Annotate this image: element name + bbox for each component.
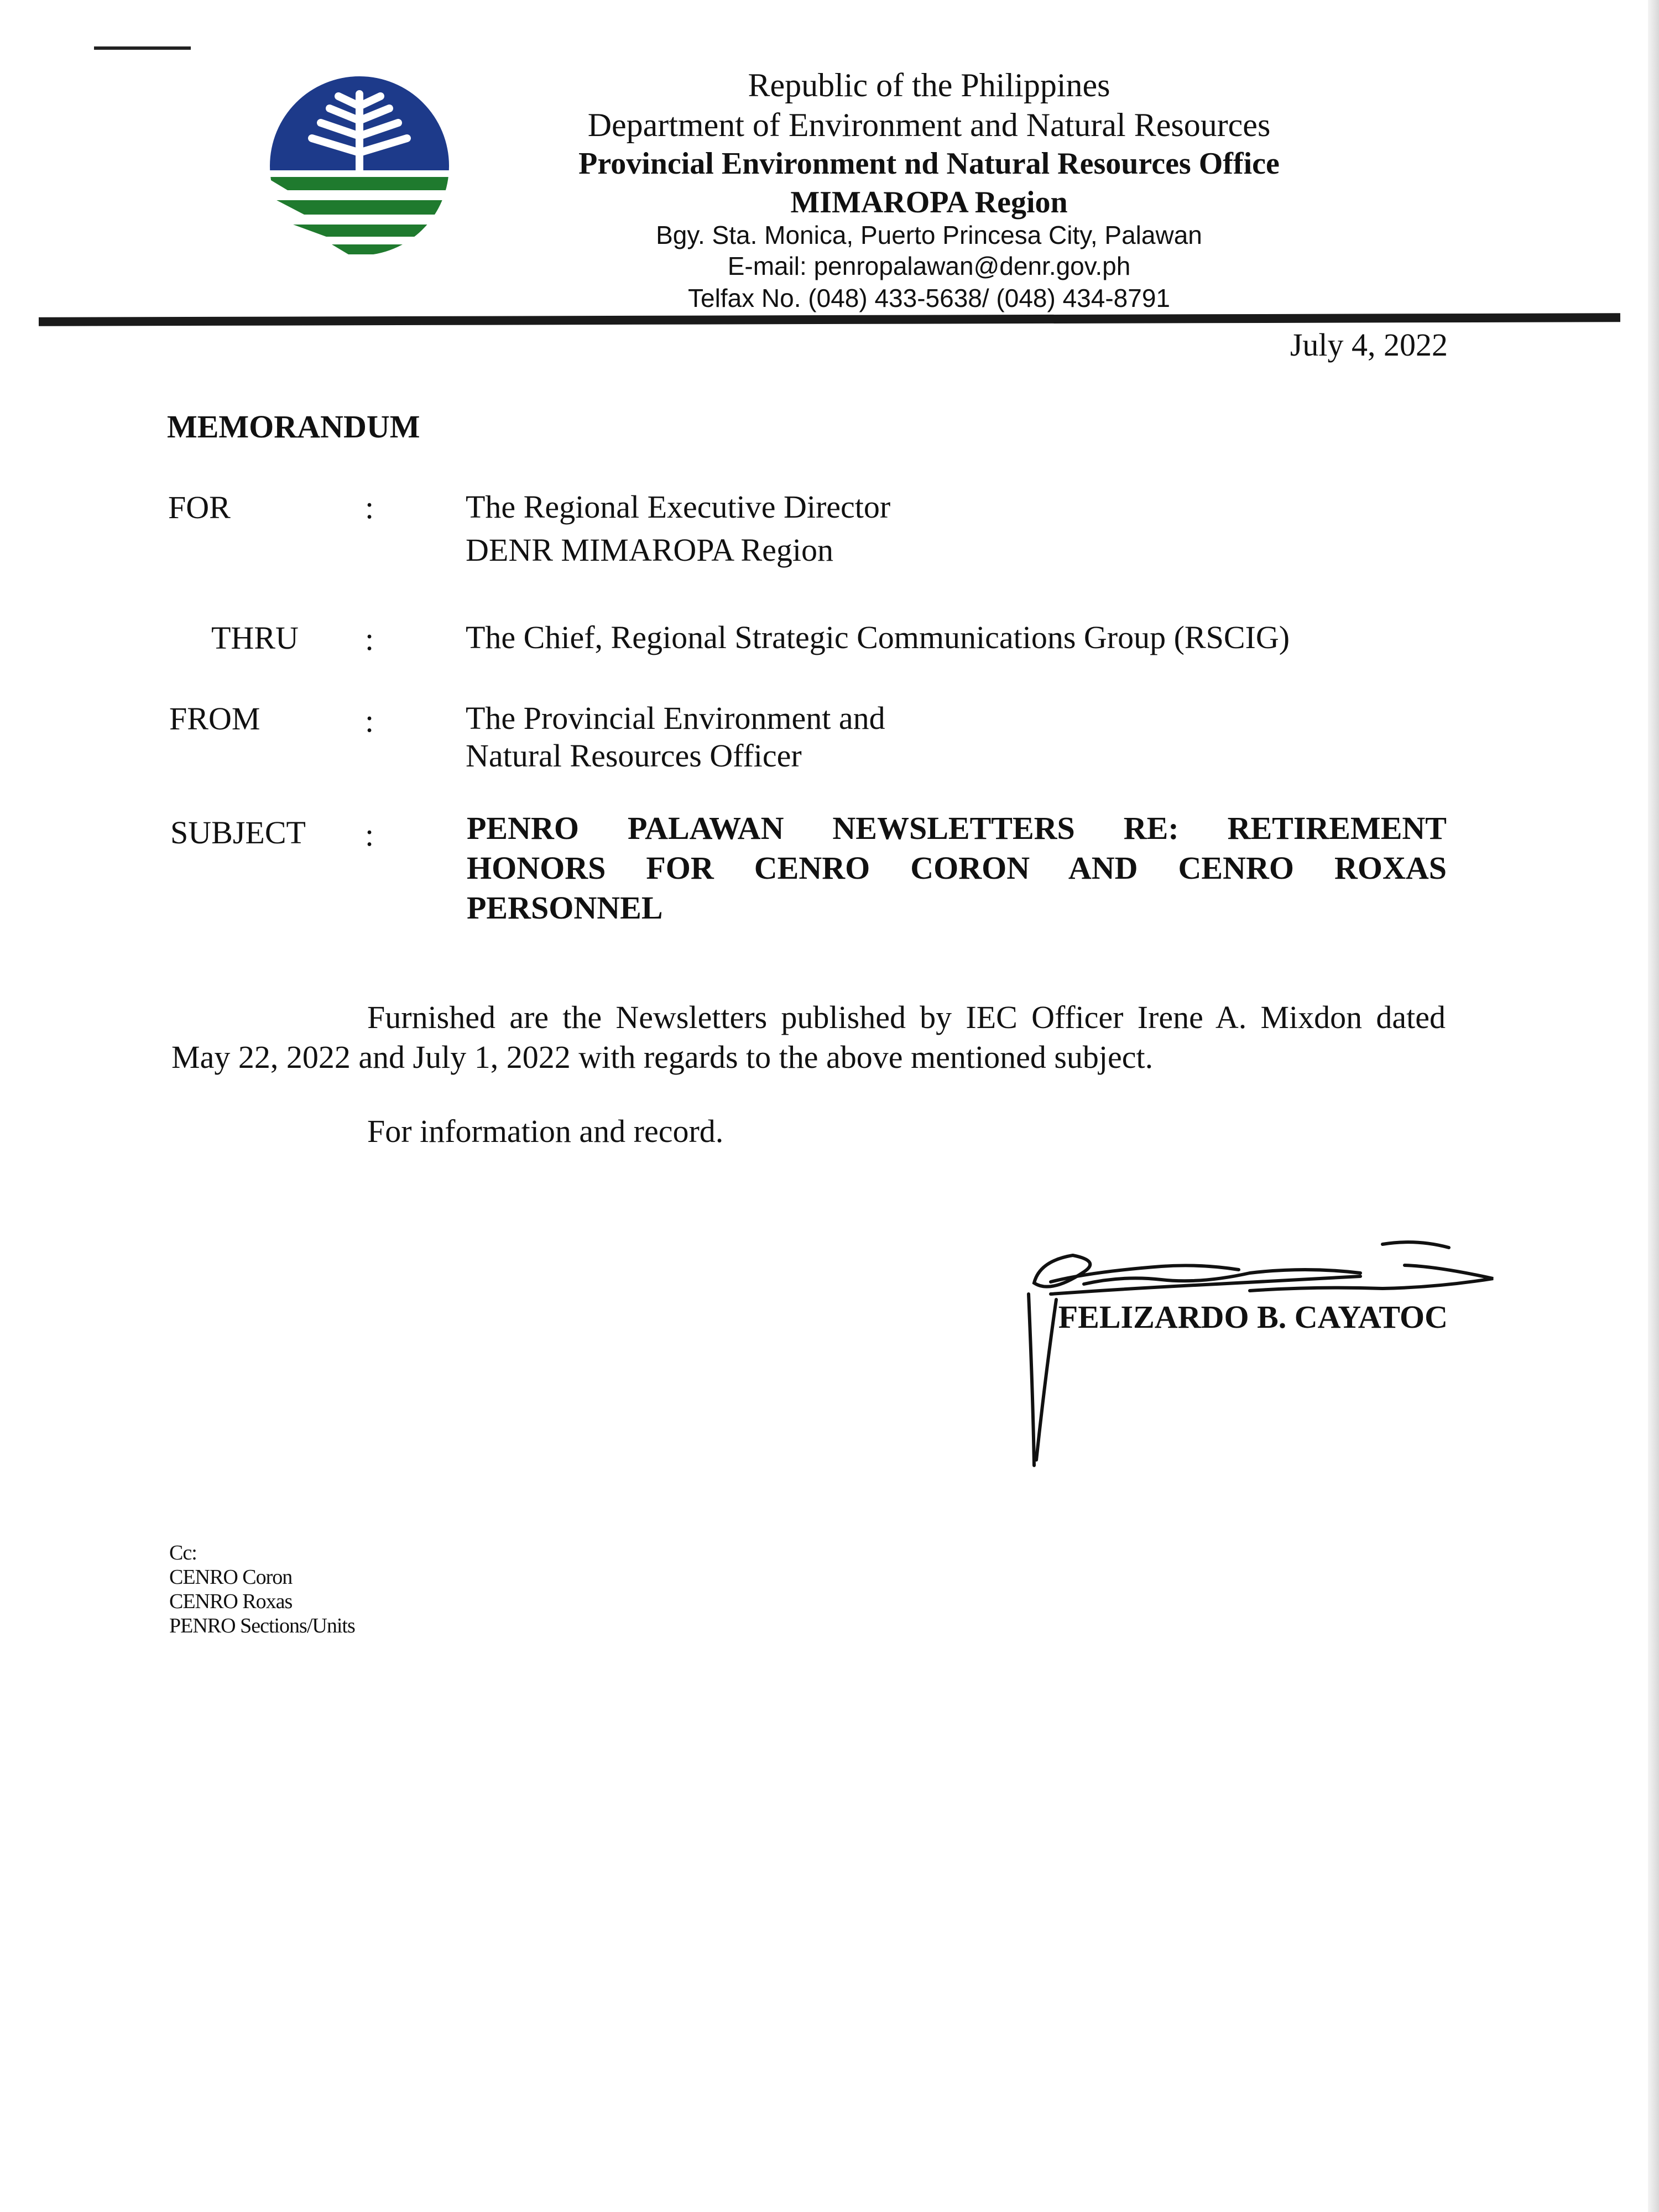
thru-label: THRU [211,620,299,656]
subject-colon: : [365,817,374,853]
cc-label: Cc: [169,1541,197,1564]
subject-line-2: HONORS FOR CENRO CORON AND CENRO ROXAS [467,850,1447,886]
cc-item: CENRO Roxas [169,1590,293,1613]
for-colon: : [365,489,374,525]
signatory-name: FELIZARDO B. CAYATOC [1058,1299,1448,1335]
subject-line-1: PENRO PALAWAN NEWSLETTERS RE: RETIREMENT [467,810,1447,846]
memo-date: July 4, 2022 [1290,327,1448,363]
letterhead-telfax: Telfax No. (048) 433-5638/ (048) 434-8791 [687,284,1170,312]
letterhead-address: Bgy. Sta. Monica, Puerto Princesa City, Palawan [656,221,1202,249]
page-edge-shadow [1648,0,1659,2212]
header-rule [39,313,1620,326]
cc-item: PENRO Sections/Units [169,1614,355,1637]
body-paragraph-2: For information and record. [367,1113,724,1149]
letterhead-line-1: Republic of the Philippines [748,67,1110,103]
letterhead-line-2: Department of Environment and Natural Resources [587,107,1271,143]
subject-label: SUBJECT [170,815,306,851]
letterhead-line-3: Provincial Environment nd Natural Resources Office [578,147,1280,181]
for-value-2: DENR MIMAROPA Region [466,532,833,568]
body-paragraph-1-line-1: Furnished are the Newsletters published by IEC Officer Irene A. Mixdon dated [367,999,1446,1035]
from-value-2: Natural Resources Officer [466,738,802,774]
letterhead-line-4: MIMAROPA Region [790,185,1068,220]
subject-line-3: PERSONNEL [467,890,663,926]
scan-mark [94,46,191,50]
signature-icon [1018,1233,1504,1477]
thru-colon: : [365,621,374,657]
from-value-1: The Provincial Environment and [466,700,885,736]
body-paragraph-1-line-2: May 22, 2022 and July 1, 2022 with regards to the above mentioned subject. [171,1039,1154,1075]
memo-title: MEMORANDUM [167,409,420,445]
for-value-1: The Regional Executive Director [466,489,891,525]
from-label: FROM [169,701,260,737]
cc-item: CENRO Coron [169,1566,293,1589]
from-colon: : [365,703,374,739]
letterhead-email: E-mail: penropalawan@denr.gov.ph [727,252,1131,280]
for-label: FOR [168,489,231,525]
thru-value: The Chief, Regional Strategic Communications Group (RSCIG) [466,619,1290,655]
